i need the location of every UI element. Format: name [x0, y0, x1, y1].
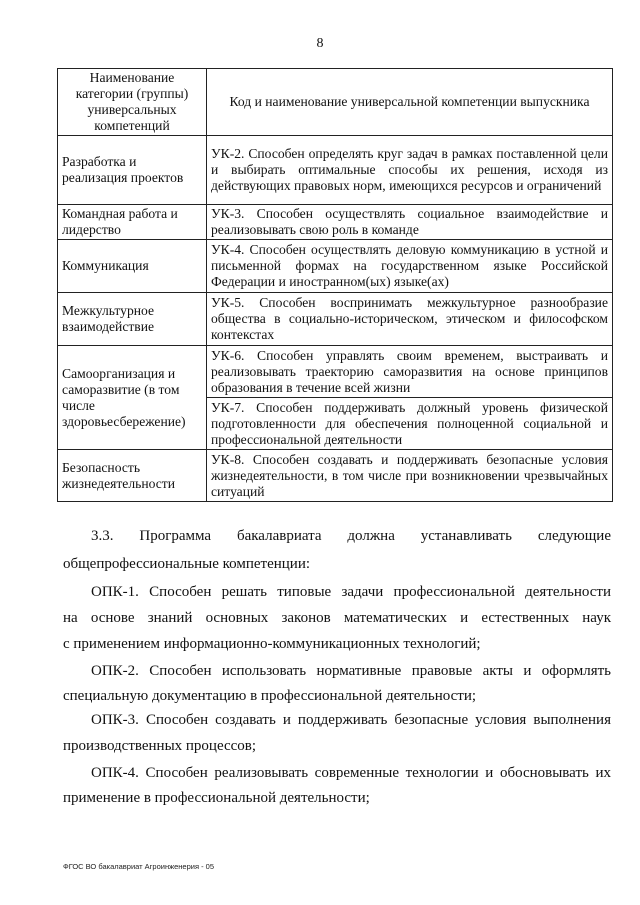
table-row	[58, 450, 613, 502]
category-cell: Самоорганизация и саморазвитие (в том числе здоровьесбережение)	[58, 346, 207, 450]
table-row	[58, 136, 613, 205]
section-intro-line: 3.3. Программа бакалавриата должна устанавливать следующие	[91, 528, 611, 544]
code-cell: УК-6. Способен управлять своим временем, выстраивать и реализовывать траекторию саморазвития на основе принципов образования в течение всей жизни	[207, 346, 613, 398]
table-row	[58, 293, 613, 346]
footer-text: ФГОС ВО бакалавриат Агроинженерия - 05	[63, 862, 215, 871]
competencies-table	[57, 68, 613, 502]
opk-2-line: ОПК-2. Способен использовать нормативные правовые акты и оформлять	[91, 663, 611, 679]
opk-4-line: применение в профессиональной деятельности;	[63, 790, 370, 806]
code-cell: УК-4. Способен осуществлять деловую коммуникацию в устной и письменной формах на государственном языке Российской Федерации и иностранном(ых) языке(ах)	[207, 240, 613, 293]
opk-3-line: ОПК-3. Способен создавать и поддерживать безопасные условия выполнения	[91, 712, 611, 728]
opk-2-line: специальную документацию в профессиональной деятельности;	[63, 688, 477, 704]
table-header-row	[58, 69, 613, 136]
category-cell: Коммуникация	[58, 240, 207, 293]
page-number: 8	[316, 36, 324, 51]
category-cell: Разработка и реализация проектов	[58, 136, 207, 205]
header-category: Наименование категории (группы) универсальных компетенций	[58, 69, 207, 136]
table-row	[58, 346, 613, 398]
opk-4-line: ОПК-4. Способен реализовывать современные технологии и обосновывать их	[91, 765, 611, 781]
opk-1-line: ОПК-1. Способен решать типовые задачи профессиональной деятельности	[91, 584, 611, 600]
code-cell: УК-7. Способен поддерживать должный уровень физической подготовленности для обеспечения полноценной социальной и профессиональной деятельности	[207, 398, 613, 450]
opk-1-line: с применением информационно-коммуникационных технологий;	[63, 636, 481, 652]
opk-3-line: производственных процессов;	[63, 738, 257, 754]
code-cell: УК-8. Способен создавать и поддерживать безопасные условия жизнедеятельности, в том числе при возникновении чрезвычайных ситуаций	[207, 450, 613, 502]
code-cell: УК-3. Способен осуществлять социальное взаимодействие и реализовывать свою роль в команде	[207, 205, 613, 240]
table-row	[58, 205, 613, 240]
opk-1-line: на основе знаний основных законов математических и естественных наук	[63, 610, 611, 626]
category-cell: Командная работа и лидерство	[58, 205, 207, 240]
category-cell: Межкультурное взаимодействие	[58, 293, 207, 346]
code-cell: УК-2. Способен определять круг задач в рамках поставленной цели и выбирать оптимальные способы их решения, исходя из действующих правовых норм, имеющихся ресурсов и ограничений	[207, 136, 613, 205]
table-row	[58, 240, 613, 293]
code-cell: УК-5. Способен воспринимать межкультурное разнообразие общества в социально-историческом, этическом и философском контекстах	[207, 293, 613, 346]
category-cell: Безопасность жизнедеятельности	[58, 450, 207, 502]
section-intro-line: общепрофессиональные компетенции:	[63, 556, 311, 572]
header-code: Код и наименование универсальной компетенции выпускника	[207, 69, 613, 136]
